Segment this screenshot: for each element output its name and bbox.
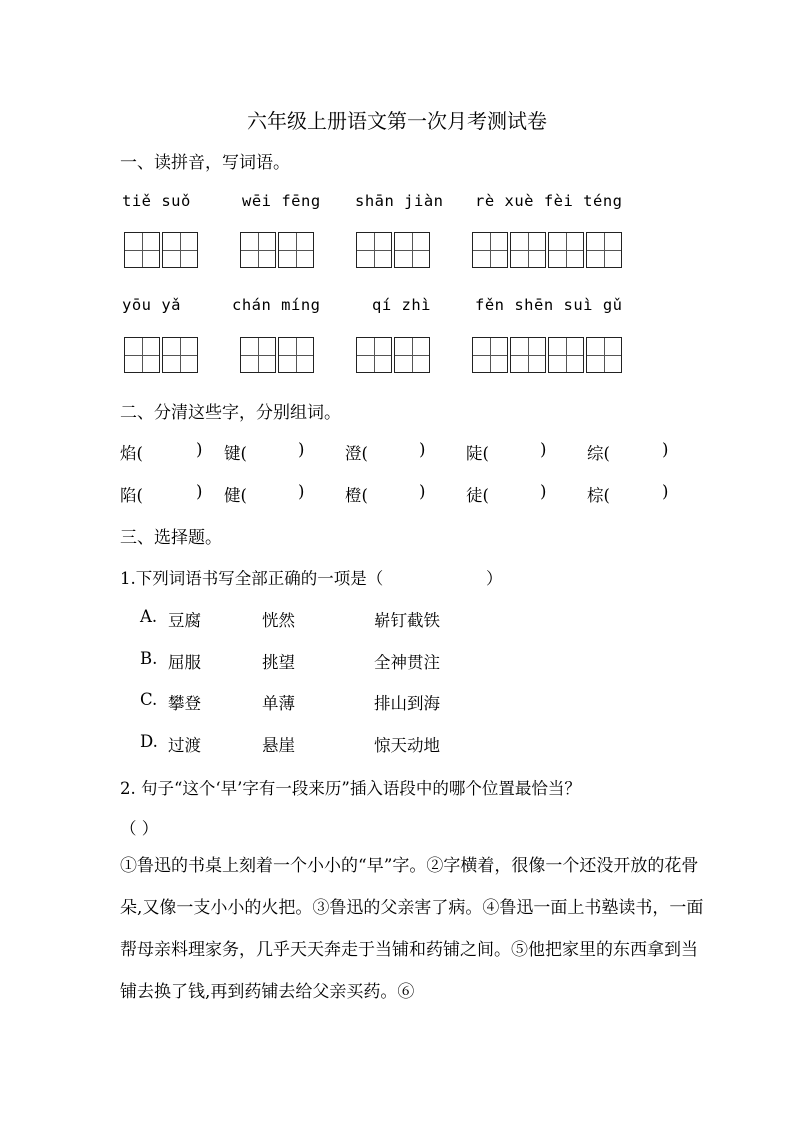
writing-cell[interactable] (548, 232, 584, 268)
char-item: 陡( (466, 444, 489, 463)
char-item: 橙( (345, 486, 368, 505)
writing-grid[interactable] (240, 232, 314, 268)
writing-cell[interactable] (586, 232, 622, 268)
option-word: 屈服 (168, 653, 201, 672)
question-1-stem-close: ） (486, 569, 503, 588)
writing-grid[interactable] (356, 232, 430, 268)
writing-grid[interactable] (472, 232, 622, 268)
option-label: C. (140, 690, 158, 709)
writing-cell[interactable] (162, 232, 198, 268)
section1-heading: 一、读拼音，写词语。 (120, 153, 290, 173)
option-word: 悬崖 (262, 736, 295, 755)
pinyin-label: rè xuè fèi téng (475, 192, 623, 210)
writing-grid[interactable] (356, 337, 430, 373)
option-word: 挑望 (262, 653, 295, 672)
char-close: ) (196, 482, 203, 501)
char-item: 综( (587, 444, 610, 463)
writing-cell[interactable] (278, 232, 314, 268)
option-word: 单薄 (262, 694, 295, 713)
char-close: ) (298, 440, 305, 459)
question-2-passage: ①鲁迅的书桌上刻着一个小小的“早”字。②字横着，很像一个还没开放的花骨朵,又像一支小小的火把。③鲁迅的父亲害了病。④鲁迅一面上书塾读书，一面帮母亲料理家务，几乎天天奔走于当铺和药铺之间。⑤他把家里的东西拿到当铺去换了钱,再到药铺去给父亲买药。⑥ (120, 856, 704, 1002)
char-item: 焰( (120, 444, 143, 463)
writing-grid[interactable] (240, 337, 314, 373)
pinyin-label: tiě suǒ (122, 192, 191, 210)
writing-grid[interactable] (124, 232, 198, 268)
option-word: 崭钉截铁 (374, 611, 440, 630)
char-item: 棕( (587, 486, 610, 505)
option-word: 过渡 (168, 736, 201, 755)
writing-grid[interactable] (124, 337, 198, 373)
pinyin-label: fěn shēn suì gǔ (475, 296, 623, 314)
question-2-stem: 2. 句子“这个‘早’字有一段来历”插入语段中的哪个位置最恰当？ (120, 779, 581, 798)
pinyin-label: chán míng (232, 296, 321, 314)
char-item: 陷( (120, 486, 143, 505)
char-item: 键( (224, 444, 247, 463)
char-close: ) (662, 440, 669, 459)
char-close: ) (419, 440, 426, 459)
char-close: ) (540, 440, 547, 459)
writing-cell[interactable] (278, 337, 314, 373)
writing-cell[interactable] (124, 232, 160, 268)
option-label: D. (140, 732, 158, 751)
option-label: B. (140, 649, 158, 668)
option-word: 全神贯注 (374, 653, 440, 672)
option-word: 惊天动地 (374, 736, 440, 755)
writing-cell[interactable] (510, 232, 546, 268)
option-word: 豆腐 (168, 611, 201, 630)
char-close: ) (419, 482, 426, 501)
writing-cell[interactable] (472, 337, 508, 373)
writing-cell[interactable] (356, 337, 392, 373)
option-word: 恍然 (262, 611, 295, 630)
pinyin-label: yōu yǎ (122, 296, 181, 314)
writing-cell[interactable] (510, 337, 546, 373)
option-word: 攀登 (168, 694, 201, 713)
char-item: 健( (224, 486, 247, 505)
char-item: 徒( (466, 486, 489, 505)
pinyin-label: shān jiàn (355, 192, 444, 210)
char-close: ) (298, 482, 305, 501)
writing-cell[interactable] (394, 232, 430, 268)
char-item: 澄( (345, 444, 368, 463)
char-close: ) (662, 482, 669, 501)
writing-cell[interactable] (548, 337, 584, 373)
option-word: 排山到海 (374, 694, 440, 713)
section3-heading: 三、选择题。 (120, 528, 222, 548)
writing-cell[interactable] (586, 337, 622, 373)
writing-cell[interactable] (124, 337, 160, 373)
char-close: ) (196, 440, 203, 459)
writing-cell[interactable] (472, 232, 508, 268)
section2-heading: 二、分清这些字，分别组词。 (120, 403, 341, 423)
writing-grid[interactable] (472, 337, 622, 373)
writing-cell[interactable] (240, 337, 276, 373)
question-1-stem: 1.下列词语书写全部正确的一项是（ (120, 569, 384, 588)
page-title: 六年级上册语文第一次月考测试卷 (247, 109, 547, 133)
question-2-blank: （ ） (120, 819, 159, 838)
writing-cell[interactable] (356, 232, 392, 268)
pinyin-label: wēi fēng (242, 192, 321, 210)
writing-cell[interactable] (394, 337, 430, 373)
writing-cell[interactable] (240, 232, 276, 268)
char-close: ) (540, 482, 547, 501)
option-label: A. (140, 607, 158, 626)
writing-cell[interactable] (162, 337, 198, 373)
pinyin-label: qí zhì (372, 296, 431, 314)
